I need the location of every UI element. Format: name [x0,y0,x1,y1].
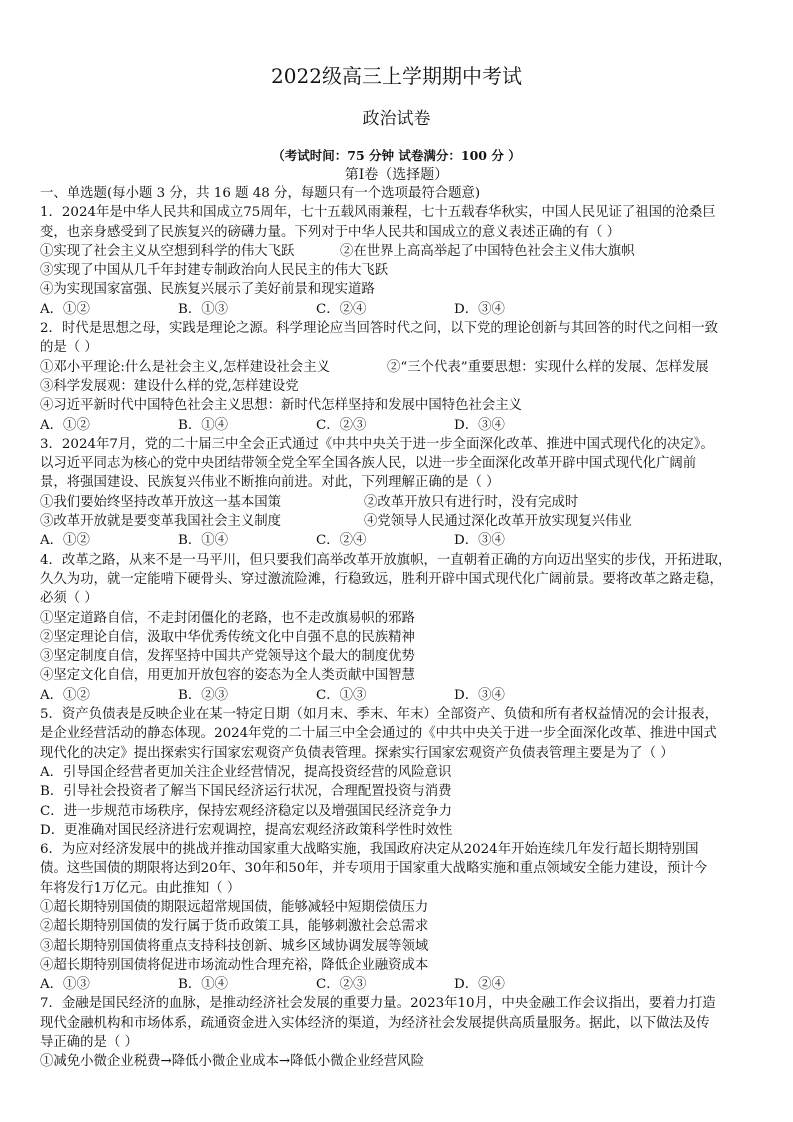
section-heading: 第Ⅰ卷（选择题） [344,167,449,183]
q5-stem-line-2: 是企业经营活动的静态体现。2024年党的二十届三中全会通过的《中共中央关于进一步全面深化改革、推进中国式 [40,726,717,742]
q1-statement-1: ①实现了社会主义从空想到科学的伟大飞跃 [40,243,295,259]
q1-stem-line-2: 变，也亲身感受到了民族复兴的磅礴力量。下列对于中华人民共和国成立的意义表述正确的有（ ） [40,224,621,240]
q3-option-b[interactable]: B．①④ [178,533,229,549]
q5-stem-line-3: 现代化的决定》提出探索实行国家宏观资产负债表管理。探索实行国家宏观资产负债表管理主要是为了（ ） [40,745,674,761]
q6-stem-line-2: 债。这些国债的期限将达到20年、30年和50年，并专项用于国家重大战略实施和重点领域安全能力建设，预计今 [40,861,708,877]
q5-option-b[interactable]: B．引导社会投资者了解当下国民经济运行状况，合理配置投资与消费 [40,784,452,800]
q3-statement-3: ③改革开放就是要变革我国社会主义制度 [40,514,282,530]
q4-statement-4: ④坚定文化自信，用更加开放包容的姿态为全人类贡献中国智慧 [40,668,415,684]
q4-statement-1: ①坚定道路自信，不走封闭僵化的老路，也不走改旗易帜的邪路 [40,610,415,626]
q5-option-a[interactable]: A．引导国企经营者更加关注企业经营情况，提高投资经营的风险意识 [40,764,452,780]
q1-statements-row-1 [40,242,754,261]
q3-stem-line-2: 以习近平同志为核心的党中央团结带领全党全军全国各族人民，以进一步全面深化改革开辟中国式现代化广阔前 [40,456,697,472]
q4-option-b[interactable]: B．②③ [178,687,229,703]
q3-statement-1: ①我们要始终坚持改革开放这一基本国策 [40,494,282,510]
q2-stem-line-2: 的是（ ） [40,340,98,356]
q2-statement-1: ①邓小平理论:什么是社会主义,怎样建设社会主义 [40,359,330,375]
q1-option-a[interactable]: A．①② [40,301,90,317]
q2-option-b[interactable]: B．①④ [178,417,229,433]
q3-statement-2: ②改革开放只有进行时，没有完成时 [364,494,579,510]
q4-stem-line-2: 久久为功，就一定能啃下硬骨头、穿过激流险滩，行稳致远，胜利开辟中国式现代化广阔前景。要将改革之路走稳， [40,571,723,587]
q1-options [40,300,754,319]
exam-subject: 政治试卷 [362,109,431,129]
q7-stem-line-2: 现代金融机构和市场体系，疏通资金进入实体经济的渠道，为经济社会发展提供高质量服务。据此，以下做法及传 [40,1015,710,1031]
q2-stem-line-1: 2．时代是思想之母，实践是理论之源。科学理论应当回答时代之问，以下党的理论创新与其回答的时代之问相一致 [40,321,719,337]
q1-option-c[interactable]: C．②④ [316,301,367,317]
q2-statement-2: ②“三个代表”重要思想：实现什么样的发展、怎样发展 [387,359,709,375]
q6-option-d[interactable]: D．②④ [454,977,505,993]
q7-stem-line-3: 导正确的是（ ） [40,1035,138,1051]
question-list [40,184,754,1072]
q2-option-c[interactable]: C．②③ [316,417,367,433]
q4-option-c[interactable]: C．①③ [316,687,367,703]
q2-statement-4: ④习近平新时代中国特色社会主义思想：新时代怎样坚持和发展中国特色社会主义 [40,398,523,414]
q4-statement-3: ③坚定制度自信，发挥坚持中国共产党领导这个最大的制度优势 [40,649,415,665]
exam-title: 2022级高三上学期期中考试 [271,64,522,88]
q2-options [40,416,754,435]
q3-stem-line-3: 景，将强国建设、民族复兴伟业不断推向前进。对此，下列理解正确的是（ ） [40,475,500,491]
q1-statement-4: ④为实现国家富强、民族复兴展示了美好前景和现实道路 [40,282,375,298]
q7-stem-line-1: 7．金融是国民经济的血脉，是推动经济社会发展的重要力量。2023年10月，中央金融工作会议指出，要着力打造 [40,996,716,1012]
exam-info: （考试时间：75 分钟 试卷满分：100 分 ） [272,148,521,163]
q4-options [40,686,754,705]
q1-option-b[interactable]: B．①③ [178,301,229,317]
q3-statements-row-1 [40,493,754,512]
q1-statement-3: ③实现了中国从几千年封建专制政治向人民民主的伟大飞跃 [40,263,389,279]
q6-options [40,975,754,994]
q5-option-c[interactable]: C．进一步规范市场秩序，保持宏观经济稳定以及增强国民经济竞争力 [40,803,452,819]
q4-stem-line-1: 4．改革之路，从来不是一马平川，但只要我们高举改革开放旗帜，一直朝着正确的方向迈出坚实的步伐，开拓进取， [40,552,732,568]
q2-statements-row-1 [40,358,754,377]
q3-statement-4: ④党领导人民通过深化改革开放实现复兴伟业 [364,514,632,530]
q6-option-b[interactable]: B．①④ [178,977,229,993]
q7-statement-1: ①减免小微企业税费→降低小微企业成本→降低小微企业经营风险 [40,1054,424,1070]
q5-stem-line-1: 5．资产负债表是反映企业在某一特定日期（如月末、季末、年末）全部资产、负债和所有者权益情况的会计报表， [40,707,719,723]
q4-stem-line-3: 必须（ ） [40,591,98,607]
q2-option-d[interactable]: D．③④ [454,417,505,433]
section-intro: 一、单选题(每小题 3 分，共 16 题 48 分，每题只有一个选项最符合题意) [40,186,481,201]
q3-statements-row-2 [40,512,754,531]
q4-option-a[interactable]: A．①② [40,687,90,703]
q2-option-a[interactable]: A．①② [40,417,90,433]
q3-options [40,531,754,550]
q3-stem-line-1: 3．2024年7月，党的二十届三中全会正式通过《中共中央关于进一步全面深化改革、推进中国式现代化的决定》。 [40,436,714,452]
q3-option-c[interactable]: C．②④ [316,533,367,549]
q6-statement-4: ④超长期特别国债将促进市场流动性合理充裕，降低企业融资成本 [40,957,429,973]
q4-option-d[interactable]: D．③④ [454,687,505,703]
q1-stem-line-1: 1．2024年是中华人民共和国成立75周年，七十五载风雨兼程，七十五载春华秋实，中国人民见证了祖国的沧桑巨 [40,205,716,221]
q1-option-d[interactable]: D．③④ [454,301,505,317]
q2-statement-3: ③科学发展观：建设什么样的党,怎样建设党 [40,378,299,394]
q4-statement-2: ②坚定理论自信，汲取中华优秀传统文化中自强不息的民族精神 [40,629,415,645]
q6-statement-3: ③超长期特别国债将重点支持科技创新、城乡区域协调发展等领域 [40,938,429,954]
q6-stem-line-3: 年将发行1万亿元。由此推知（ ） [40,880,241,896]
q1-statement-2: ②在世界上高高举起了中国特色社会主义伟大旗帜 [340,243,635,259]
q6-option-c[interactable]: C．②③ [316,977,367,993]
q6-statement-1: ①超长期特别国债的期限远超常规国债，能够减轻中短期偿债压力 [40,899,429,915]
q3-option-a[interactable]: A．①② [40,533,90,549]
q6-stem-line-1: 6．为应对经济发展中的挑战并推动国家重大战略实施，我国政府决定从2024年开始连续几年发行超长期特别国 [40,842,699,858]
q6-statement-2: ②超长期特别国债的发行属于货币政策工具，能够刺激社会总需求 [40,919,429,935]
q5-option-d[interactable]: D．更准确对国民经济进行宏观调控，提高宏观经济政策科学性时效性 [40,822,453,838]
q6-option-a[interactable]: A．①③ [40,977,90,993]
q3-option-d[interactable]: D．③④ [454,533,505,549]
